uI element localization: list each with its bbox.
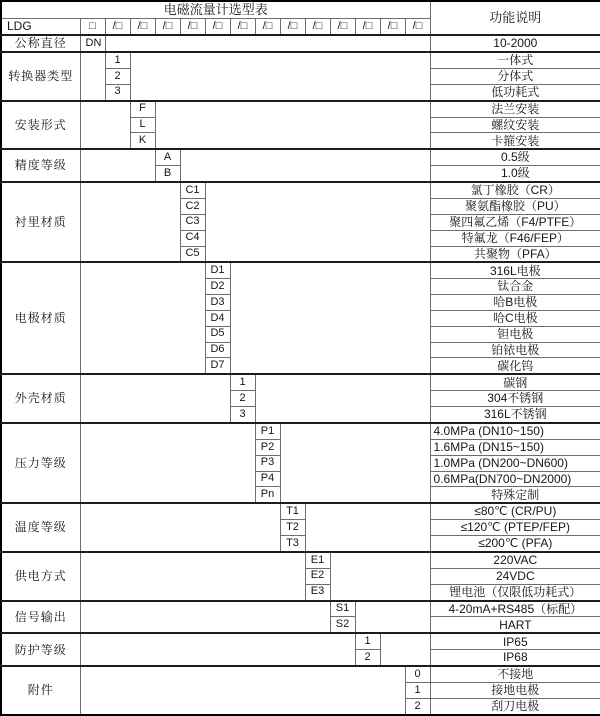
model-slot-box: /□ — [205, 19, 230, 35]
spec-desc: ≤120℃ (PTEP/FEP) — [430, 520, 600, 536]
spec-desc: 碳钢 — [430, 374, 600, 390]
code-box: D4 — [205, 310, 230, 326]
code-box: P1 — [255, 423, 280, 439]
spec-desc: 氯丁橡胶（CR） — [430, 182, 600, 198]
empty-gap — [80, 666, 405, 715]
model-slot-box: /□ — [130, 19, 155, 35]
empty-gap — [380, 633, 430, 666]
spec-desc: 1.0MPa (DN200~DN600) — [430, 455, 600, 471]
spec-desc: 特殊定制 — [430, 487, 600, 503]
code-box: F — [130, 101, 155, 117]
model-slot-box: /□ — [305, 19, 330, 35]
code-box: 1 — [230, 374, 255, 390]
empty-gap — [230, 262, 430, 374]
code-box: D2 — [205, 279, 230, 295]
spec-desc: 10-2000 — [430, 35, 600, 52]
spec-desc: 一体式 — [430, 52, 600, 68]
spec-desc: 卡箍安装 — [430, 133, 600, 149]
spec-desc: 不接地 — [430, 666, 600, 682]
code-box: E3 — [305, 584, 330, 600]
code-box: 2 — [405, 698, 430, 715]
code-box: C1 — [180, 182, 205, 198]
empty-gap — [80, 503, 280, 552]
spec-desc: 1.0级 — [430, 166, 600, 182]
code-box: T1 — [280, 503, 305, 519]
code-box: P2 — [255, 439, 280, 455]
empty-gap — [330, 552, 430, 601]
category-label: 供电方式 — [1, 552, 80, 601]
model-slot-box: /□ — [330, 19, 355, 35]
function-column-header: 功能说明 — [430, 1, 600, 35]
code-box: L — [130, 117, 155, 133]
empty-gap — [80, 262, 205, 374]
code-box: 3 — [105, 84, 130, 100]
spec-desc: 0.6MPa(DN700~DN2000) — [430, 471, 600, 487]
table-title: 电磁流量计选型表 — [1, 1, 430, 19]
code-box: 1 — [355, 633, 380, 649]
code-box: A — [155, 149, 180, 165]
code-box: D1 — [205, 262, 230, 278]
spec-desc: 哈C电极 — [430, 310, 600, 326]
code-box: P4 — [255, 471, 280, 487]
empty-gap — [80, 182, 180, 262]
empty-gap — [155, 101, 430, 150]
code-box: 2 — [105, 68, 130, 84]
code-box: K — [130, 133, 155, 149]
empty-gap — [105, 35, 430, 52]
spec-desc: 钽电极 — [430, 326, 600, 342]
code-box: D7 — [205, 358, 230, 374]
empty-gap — [130, 52, 430, 101]
empty-gap — [80, 101, 130, 150]
spec-desc: HART — [430, 617, 600, 633]
spec-desc: 锂电池（仅限低功耗式） — [430, 584, 600, 600]
code-box: 3 — [230, 407, 255, 423]
code-box: C3 — [180, 214, 205, 230]
code-box: D6 — [205, 342, 230, 358]
model-slot-box: /□ — [380, 19, 405, 35]
code-box: 1 — [405, 683, 430, 699]
category-label: 精度等级 — [1, 149, 80, 182]
model-slot-box: /□ — [280, 19, 305, 35]
empty-gap — [355, 601, 430, 634]
category-label: 温度等级 — [1, 503, 80, 552]
empty-gap — [305, 503, 430, 552]
spec-desc: 法兰安装 — [430, 101, 600, 117]
model-slot-box: /□ — [230, 19, 255, 35]
code-box: Pn — [255, 487, 280, 503]
code-box: B — [155, 166, 180, 182]
category-label: 防护等级 — [1, 633, 80, 666]
spec-desc: 4-20mA+RS485（标配） — [430, 601, 600, 617]
empty-gap — [255, 374, 430, 423]
spec-desc: 聚四氟乙烯（F4/PTFE） — [430, 214, 600, 230]
empty-gap — [180, 149, 430, 182]
category-label: 电极材质 — [1, 262, 80, 374]
spec-desc: 304不锈钢 — [430, 391, 600, 407]
empty-gap — [80, 149, 155, 182]
spec-desc: 聚氨酯橡胶（PU） — [430, 199, 600, 215]
code-box: C4 — [180, 230, 205, 246]
spec-desc: 钛合金 — [430, 279, 600, 295]
spec-desc: ≤200℃ (PFA) — [430, 536, 600, 552]
empty-gap — [80, 423, 255, 503]
category-label: 安装形式 — [1, 101, 80, 150]
code-box: 2 — [230, 391, 255, 407]
code-box: E1 — [305, 552, 330, 568]
empty-gap — [280, 423, 430, 503]
code-box: 1 — [105, 52, 130, 68]
empty-gap — [80, 552, 305, 601]
empty-gap — [80, 633, 355, 666]
category-label: 压力等级 — [1, 423, 80, 503]
code-box: D3 — [205, 295, 230, 311]
spec-desc: 316L不锈钢 — [430, 407, 600, 423]
empty-gap — [80, 52, 105, 101]
spec-desc: 220VAC — [430, 552, 600, 568]
empty-gap — [205, 182, 430, 262]
spec-desc: 特氟龙（F46/FEP） — [430, 230, 600, 246]
spec-desc: ≤80℃ (CR/PU) — [430, 503, 600, 519]
spec-desc: IP68 — [430, 650, 600, 666]
empty-gap — [80, 601, 330, 634]
code-box: DN — [80, 35, 105, 52]
spec-desc: 316L电极 — [430, 262, 600, 278]
category-label: 外壳材质 — [1, 374, 80, 423]
model-slot-box: /□ — [355, 19, 380, 35]
spec-desc: 接地电极 — [430, 683, 600, 699]
category-label: 转换器类型 — [1, 52, 80, 101]
empty-gap — [80, 374, 230, 423]
category-label: 衬里材质 — [1, 182, 80, 262]
code-box: C2 — [180, 199, 205, 215]
model-slot-box: /□ — [105, 19, 130, 35]
spec-desc: 4.0MPa (DN10~150) — [430, 423, 600, 439]
code-box: P3 — [255, 455, 280, 471]
spec-desc: 碳化钨 — [430, 358, 600, 374]
model-slot-box: /□ — [255, 19, 280, 35]
code-box: C5 — [180, 246, 205, 262]
spec-desc: 共聚物（PFA） — [430, 246, 600, 262]
spec-desc: 0.5级 — [430, 149, 600, 165]
code-box: T2 — [280, 520, 305, 536]
code-box: E2 — [305, 568, 330, 584]
spec-desc: 24VDC — [430, 568, 600, 584]
spec-desc: IP65 — [430, 633, 600, 649]
model-slot-box: /□ — [180, 19, 205, 35]
spec-desc: 铂铱电极 — [430, 342, 600, 358]
model-prefix: LDG — [1, 19, 80, 35]
model-slot-box: /□ — [405, 19, 430, 35]
category-label: 附件 — [1, 666, 80, 715]
spec-desc: 分体式 — [430, 68, 600, 84]
spec-desc: 1.6MPa (DN15~150) — [430, 439, 600, 455]
spec-desc: 刮刀电极 — [430, 698, 600, 715]
code-box: T3 — [280, 536, 305, 552]
code-box: S1 — [330, 601, 355, 617]
code-box: 2 — [355, 650, 380, 666]
spec-desc: 低功耗式 — [430, 84, 600, 100]
code-box: S2 — [330, 617, 355, 633]
category-label: 公称直径 — [1, 35, 80, 52]
code-box: D5 — [205, 326, 230, 342]
code-box: 0 — [405, 666, 430, 682]
spec-desc: 哈B电极 — [430, 295, 600, 311]
spec-desc: 螺纹安装 — [430, 117, 600, 133]
model-slot-box: /□ — [155, 19, 180, 35]
model-digit-box: □ — [80, 19, 105, 35]
category-label: 信号输出 — [1, 601, 80, 634]
